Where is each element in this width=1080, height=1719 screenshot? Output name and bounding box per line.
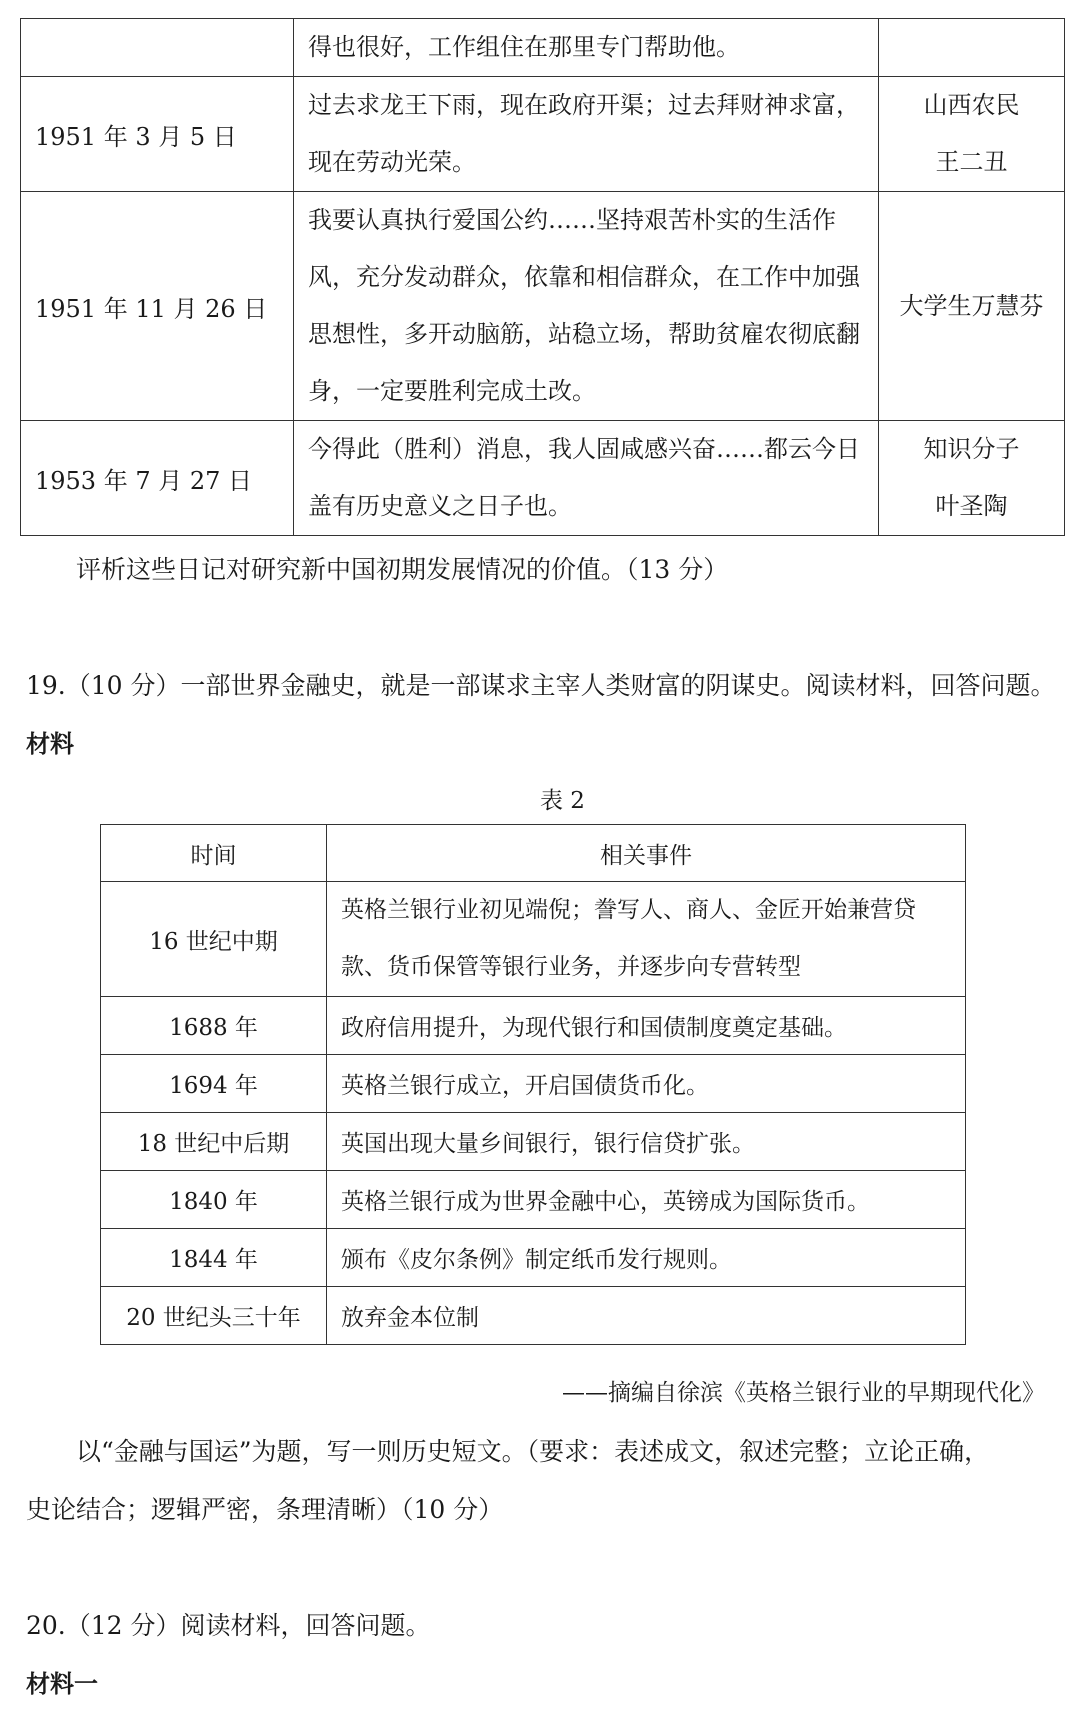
row-time: 16 世纪中期: [101, 882, 327, 997]
row-time: 1844 年: [101, 1229, 327, 1287]
diary-author: 大学生万慧芬: [879, 192, 1065, 421]
diary-table: [20, 18, 1065, 536]
table-row: [101, 1171, 966, 1229]
row-event: 英格兰银行成立，开启国债货币化。: [327, 1055, 966, 1113]
author-line: 山西农民: [923, 91, 1020, 119]
author-line: 知识分子: [923, 435, 1020, 463]
q19-task-line2: 史论结合；逻辑严密，条理清晰）（10 分）: [26, 1495, 504, 1524]
q20-material-label: 材料一: [26, 1670, 98, 1698]
diary-row: [21, 19, 1065, 77]
row-event: 放弃金本位制: [327, 1287, 966, 1345]
diary-date: 1951 年 3 月 5 日: [21, 77, 294, 192]
table-source: ——摘编自徐滨《英格兰银行业的早期现代化》: [562, 1380, 1045, 1406]
table-row: [101, 997, 966, 1055]
diary-date: 1951 年 11 月 26 日: [21, 192, 294, 421]
row-time: 18 世纪中后期: [101, 1113, 327, 1171]
diary-date: 1953 年 7 月 27 日: [21, 421, 294, 536]
q20-stem: 20.（12 分）阅读材料，回答问题。: [26, 1611, 431, 1640]
table-row: [101, 1055, 966, 1113]
header-time: 时间: [101, 825, 327, 882]
diary-author: [879, 19, 1065, 77]
row-event: 政府信用提升，为现代银行和国债制度奠定基础。: [327, 997, 966, 1055]
header-event: 相关事件: [327, 825, 966, 882]
row-time: 1840 年: [101, 1171, 327, 1229]
author-line: 叶圣陶: [935, 492, 1008, 520]
row-time: 20 世纪头三十年: [101, 1287, 327, 1345]
row-event: 英国出现大量乡间银行，银行信贷扩张。: [327, 1113, 966, 1171]
diary-text: 今得此（胜利）消息，我人固咸感兴奋……都云今日盖有历史意义之日子也。: [294, 421, 879, 536]
row-event: 颁布《皮尔条例》制定纸币发行规则。: [327, 1229, 966, 1287]
diary-row: [21, 421, 1065, 536]
q18-prompt: 评析这些日记对研究新中国初期发展情况的价值。（13 分）: [76, 555, 729, 584]
diary-row: [21, 192, 1065, 421]
table-row: [101, 1287, 966, 1345]
q19-stem: 19.（10 分）一部世界金融史，就是一部谋求主宰人类财富的阴谋史。阅读材料，回答问题。: [26, 671, 1056, 700]
row-event: 英格兰银行业初见端倪；誊写人、商人、金匠开始兼营贷款、货币保管等银行业务，并逐步向专营转型: [327, 882, 966, 997]
diary-text: 得也很好，工作组住在那里专门帮助他。: [294, 19, 879, 77]
table-row: [101, 1229, 966, 1287]
q19-material-label: 材料: [26, 730, 74, 758]
diary-text: 过去求龙王下雨，现在政府开渠；过去拜财神求富，现在劳动光荣。: [294, 77, 879, 192]
table-title: 表 2: [540, 788, 585, 814]
row-time: 1688 年: [101, 997, 327, 1055]
row-event: 英格兰银行成为世界金融中心，英镑成为国际货币。: [327, 1171, 966, 1229]
author-line: 王二丑: [935, 148, 1008, 176]
finance-table: [100, 824, 966, 1345]
table-header-row: [101, 825, 966, 882]
diary-date: [21, 19, 294, 77]
diary-text: 我要认真执行爱国公约……坚持艰苦朴实的生活作风，充分发动群众，依靠和相信群众，在工作中加强思想性，多开动脑筋，站稳立场，帮助贫雇农彻底翻身，一定要胜利完成土改。: [294, 192, 879, 421]
diary-author: [879, 421, 1065, 536]
diary-author: [879, 77, 1065, 192]
row-time: 1694 年: [101, 1055, 327, 1113]
table-row: [101, 882, 966, 997]
table-row: [101, 1113, 966, 1171]
diary-row: [21, 77, 1065, 192]
q19-task-line1: 以“金融与国运”为题，写一则历史短文。（要求：表述成文，叙述完整；立论正确，: [76, 1437, 990, 1466]
